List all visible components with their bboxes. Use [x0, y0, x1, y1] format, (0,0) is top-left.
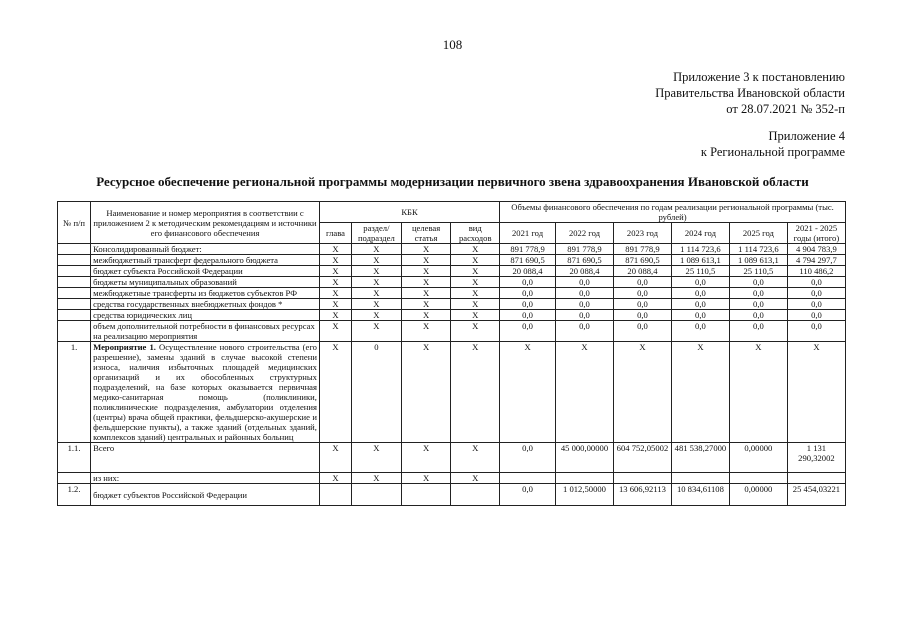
- row-kbk: X: [319, 299, 351, 310]
- row-kbk: X: [352, 255, 402, 266]
- row-value: 20 088,4: [500, 266, 556, 277]
- row-value: [671, 473, 729, 484]
- row-value: 0,0: [500, 443, 556, 473]
- row-name: межбюджетные трансферты из бюджетов субъектов РФ: [91, 288, 320, 299]
- row-value: 0,0: [787, 277, 845, 288]
- row-value: 0,0: [671, 310, 729, 321]
- row-value: 10 834,61108: [671, 484, 729, 506]
- row-value: 0,0: [787, 321, 845, 342]
- row-kbk: X: [401, 255, 451, 266]
- row-kbk: X: [352, 277, 402, 288]
- row-kbk: [319, 484, 351, 506]
- row-kbk: [352, 484, 402, 506]
- row-kbk: X: [319, 277, 351, 288]
- row-value: 45 000,00000: [556, 443, 614, 473]
- header-year-total: 2021 - 2025 годы (итого): [787, 223, 845, 244]
- row-value: 0,0: [613, 310, 671, 321]
- header-volumes: Объемы финансового обеспечения по годам реализации региональной программы (тыс. рублей): [500, 202, 846, 223]
- appendix-program-line: Приложение 4: [768, 129, 845, 143]
- resource-table: [57, 201, 846, 506]
- row-num: [58, 244, 91, 255]
- row-kbk: X: [401, 288, 451, 299]
- header-kbk-razdel: раздел/ подраздел: [352, 223, 402, 244]
- row-value: 0,0: [613, 288, 671, 299]
- row-name: бюджеты муниципальных образований: [91, 277, 320, 288]
- row-value: [729, 473, 787, 484]
- row-kbk: X: [319, 473, 351, 484]
- row-name: объем дополнительной потребности в финансовых ресурсах на реализацию мероприятия: [91, 321, 320, 342]
- row-num: [58, 266, 91, 277]
- row-kbk: X: [319, 266, 351, 277]
- row-value: 0,0: [556, 288, 614, 299]
- row-value: 1 114 723,6: [671, 244, 729, 255]
- row-kbk: [451, 484, 500, 506]
- row-value: 0,0: [671, 321, 729, 342]
- row-kbk: X: [451, 473, 500, 484]
- row-value: 0,0: [613, 321, 671, 342]
- row-value: 1 089 613,1: [671, 255, 729, 266]
- row-value: 0,0: [500, 288, 556, 299]
- row-value: [787, 473, 845, 484]
- row-num: [58, 321, 91, 342]
- row-kbk: X: [451, 266, 500, 277]
- row-kbk: X: [401, 299, 451, 310]
- row-name: Консолидированный бюджет:: [91, 244, 320, 255]
- funding-source-row: [58, 277, 846, 288]
- row-value: 0,0: [500, 321, 556, 342]
- row-kbk: X: [401, 473, 451, 484]
- row-value: 481 538,27000: [671, 443, 729, 473]
- row-num: 1.2.: [58, 484, 91, 506]
- row-num: [58, 473, 91, 484]
- row-value: 0,0: [729, 310, 787, 321]
- row-kbk: X: [352, 244, 402, 255]
- row-name: межбюджетный трансферт федерального бюджета: [91, 255, 320, 266]
- row-kbk: X: [352, 443, 402, 473]
- row-1-2: [58, 484, 846, 506]
- row-value: 4 904 783,9: [787, 244, 845, 255]
- header-year-2024: 2024 год: [671, 223, 729, 244]
- row-kbk: X: [319, 244, 351, 255]
- row-kbk: X: [451, 299, 500, 310]
- measure-kbk: X: [401, 342, 451, 443]
- row-value: 891 778,9: [613, 244, 671, 255]
- row-value: 0,00000: [729, 443, 787, 473]
- row-value: 25 454,03221: [787, 484, 845, 506]
- appendix-program-line: к Региональной программе: [700, 145, 845, 159]
- header-year-2022: 2022 год: [556, 223, 614, 244]
- row-value: 891 778,9: [500, 244, 556, 255]
- row-kbk: X: [401, 277, 451, 288]
- row-kbk: X: [319, 310, 351, 321]
- row-incl: [58, 473, 846, 484]
- measure-kbk: X: [319, 342, 351, 443]
- row-value: 0,0: [613, 277, 671, 288]
- appendix-program-header: [701, 128, 845, 160]
- funding-source-row: [58, 299, 846, 310]
- appendix-decree-line: от 28.07.2021 № 352-п: [726, 102, 845, 116]
- row-value: 25 110,5: [671, 266, 729, 277]
- row-value: 871 690,5: [613, 255, 671, 266]
- row-value: 604 752,05002: [613, 443, 671, 473]
- row-kbk: X: [319, 255, 351, 266]
- row-value: 25 110,5: [729, 266, 787, 277]
- row-1-1: [58, 443, 846, 473]
- measure-value: X: [787, 342, 845, 443]
- header-name: Наименование и номер мероприятия в соответствии с приложением 2 к методическим рекомендациям и источники его финансового обеспечения: [91, 202, 320, 244]
- page-number: 108: [442, 37, 463, 52]
- appendix-decree-header: [655, 69, 845, 117]
- row-kbk: X: [352, 321, 402, 342]
- row-value: 871 690,5: [500, 255, 556, 266]
- row-value: [556, 473, 614, 484]
- row-value: 0,0: [787, 288, 845, 299]
- header-kbk-statya: целевая статья: [401, 223, 451, 244]
- measure-value: X: [613, 342, 671, 443]
- row-kbk: X: [352, 299, 402, 310]
- row-value: 1 089 613,1: [729, 255, 787, 266]
- header-num: № п/п: [58, 202, 91, 244]
- row-kbk: X: [401, 266, 451, 277]
- row-value: 0,0: [671, 299, 729, 310]
- measure-label: Мероприятие 1.: [93, 342, 156, 352]
- funding-source-row: [58, 255, 846, 266]
- row-value: 0,0: [556, 299, 614, 310]
- row-kbk: X: [352, 473, 402, 484]
- measure-text: Осуществление нового строительства (его разрешение), замены зданий в случае высокой степени износа, наличия избыточных площадей медицинских организаций и их обособленных структурных подразделений, на базе которых оказывается первичная медико-санитарная помощь (поликлиники, поликлинические подразделения, амбулатории отделения (центры) врача общей практики, фельдшерско-акушерские и фельдшерские пункты), а также зданий (отдельных зданий, комплексов зданий) центральных и районных больниц: [93, 342, 317, 442]
- header-kbk-vid: вид расходов: [451, 223, 500, 244]
- header-row: [58, 202, 846, 223]
- row-kbk: X: [401, 321, 451, 342]
- row-value: 0,0: [787, 310, 845, 321]
- row-value: 13 606,92113: [613, 484, 671, 506]
- funding-source-row: [58, 321, 846, 342]
- row-num: 1.1.: [58, 443, 91, 473]
- row-name: из них:: [91, 473, 320, 484]
- measure-num: 1.: [58, 342, 91, 443]
- row-value: 110 486,2: [787, 266, 845, 277]
- funding-source-row: [58, 310, 846, 321]
- row-kbk: X: [352, 266, 402, 277]
- row-value: 891 778,9: [556, 244, 614, 255]
- row-value: 0,0: [500, 310, 556, 321]
- measure-value: X: [500, 342, 556, 443]
- row-value: 0,0: [729, 299, 787, 310]
- row-num: [58, 277, 91, 288]
- row-num: [58, 288, 91, 299]
- row-value: [613, 473, 671, 484]
- row-name: бюджет субъектов Российской Федерации: [91, 484, 320, 506]
- row-value: 20 088,4: [556, 266, 614, 277]
- measure-value: X: [729, 342, 787, 443]
- document-title: Ресурсное обеспечение региональной программы модернизации первичного звена здравоохранения Ивановской области: [96, 174, 809, 189]
- measure-value: X: [671, 342, 729, 443]
- header-kbk-glava: глава: [319, 223, 351, 244]
- row-name: средства государственных внебюджетных фондов *: [91, 299, 320, 310]
- row-value: 0,0: [787, 299, 845, 310]
- row-kbk: X: [352, 310, 402, 321]
- funding-source-row: [58, 288, 846, 299]
- row-value: 4 794 297,7: [787, 255, 845, 266]
- row-value: 0,0: [671, 288, 729, 299]
- row-num: [58, 255, 91, 266]
- row-kbk: X: [451, 321, 500, 342]
- header-kbk: КБК: [319, 202, 499, 223]
- measure-row: [58, 342, 846, 443]
- row-value: 1 131 290,32002: [787, 443, 845, 473]
- row-value: 0,00000: [729, 484, 787, 506]
- row-name: бюджет субъекта Российской Федерации: [91, 266, 320, 277]
- row-value: 20 088,4: [613, 266, 671, 277]
- row-name: Всего: [91, 443, 320, 473]
- row-value: 0,0: [500, 277, 556, 288]
- row-kbk: [401, 484, 451, 506]
- row-value: 0,0: [500, 484, 556, 506]
- measure-kbk: X: [451, 342, 500, 443]
- row-kbk: X: [352, 288, 402, 299]
- row-value: 0,0: [556, 321, 614, 342]
- header-year-2021: 2021 год: [500, 223, 556, 244]
- row-num: [58, 299, 91, 310]
- measure-kbk: 0: [352, 342, 402, 443]
- header-year-2023: 2023 год: [613, 223, 671, 244]
- row-kbk: X: [451, 277, 500, 288]
- header-year-2025: 2025 год: [729, 223, 787, 244]
- row-value: 0,0: [729, 321, 787, 342]
- appendix-decree-line: Правительства Ивановской области: [655, 86, 845, 100]
- row-value: 0,0: [729, 277, 787, 288]
- row-value: 0,0: [556, 310, 614, 321]
- funding-source-row: [58, 244, 846, 255]
- row-value: 1 114 723,6: [729, 244, 787, 255]
- funding-source-row: [58, 266, 846, 277]
- row-kbk: X: [319, 443, 351, 473]
- row-value: 1 012,50000: [556, 484, 614, 506]
- row-value: 871 690,5: [556, 255, 614, 266]
- row-kbk: X: [451, 288, 500, 299]
- row-value: 0,0: [729, 288, 787, 299]
- row-kbk: X: [401, 443, 451, 473]
- row-kbk: X: [451, 255, 500, 266]
- measure-description: [91, 342, 320, 443]
- row-kbk: X: [401, 244, 451, 255]
- row-kbk: X: [451, 310, 500, 321]
- row-num: [58, 310, 91, 321]
- row-kbk: X: [451, 443, 500, 473]
- row-kbk: X: [319, 321, 351, 342]
- row-value: 0,0: [613, 299, 671, 310]
- row-kbk: X: [451, 244, 500, 255]
- row-value: [500, 473, 556, 484]
- row-value: 0,0: [500, 299, 556, 310]
- row-value: 0,0: [671, 277, 729, 288]
- measure-value: X: [556, 342, 614, 443]
- appendix-decree-line: Приложение 3 к постановлению: [673, 70, 845, 84]
- row-value: 0,0: [556, 277, 614, 288]
- row-kbk: X: [401, 310, 451, 321]
- row-kbk: X: [319, 288, 351, 299]
- row-name: средства юридических лиц: [91, 310, 320, 321]
